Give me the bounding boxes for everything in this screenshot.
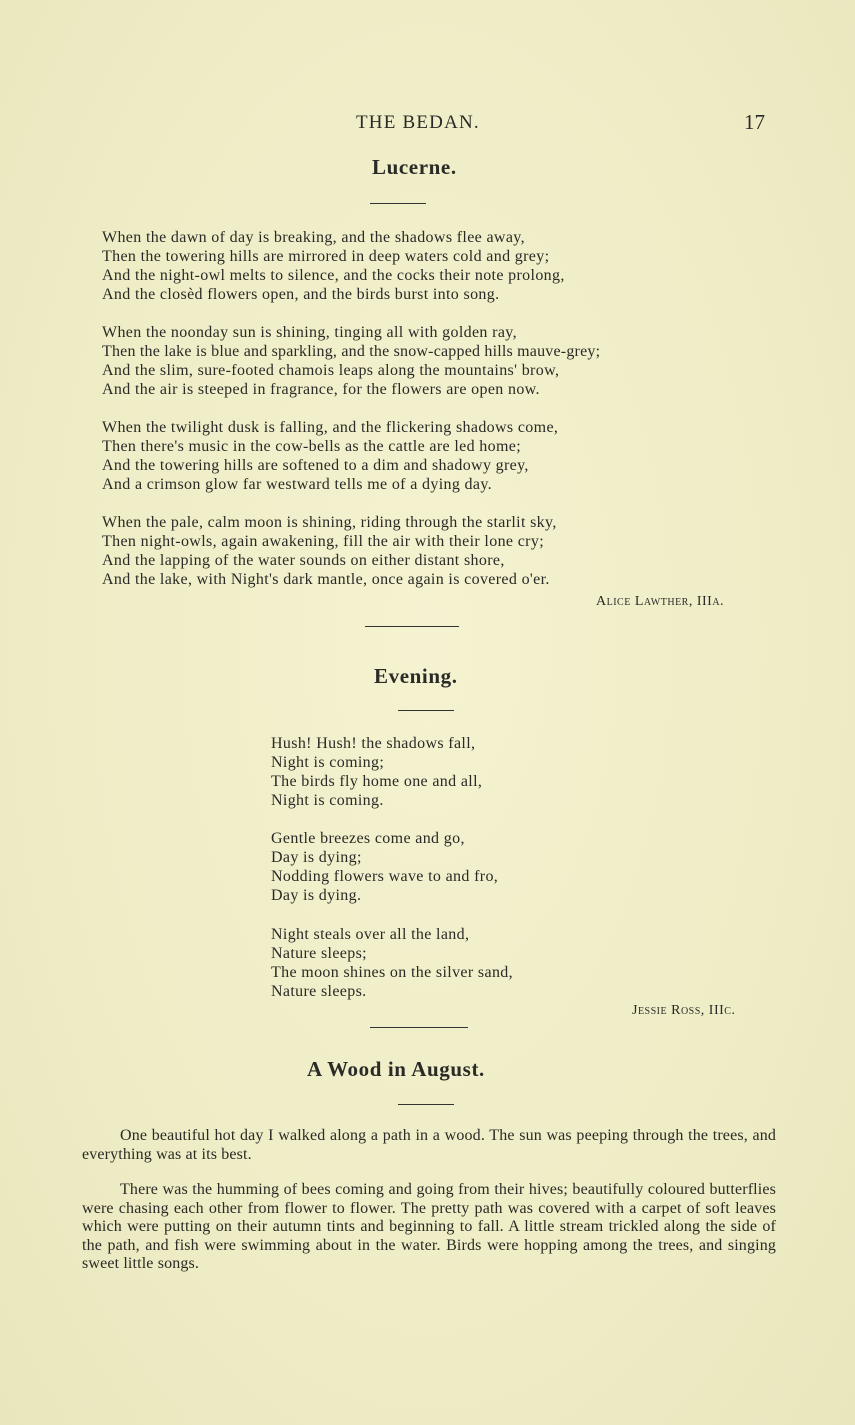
poem-line: And the closèd flowers open, and the birds burst into song. [102,286,500,303]
essay-paragraph [82,1181,776,1274]
poem-line: And the lake, with Night's dark mantle, once again is covered o'er. [102,571,550,588]
poem-line: When the twilight dusk is falling, and the flickering shadows come, [102,419,559,436]
poem-line: Night is coming; [271,754,385,771]
paragraph-text: One beautiful hot day I walked along a path in a wood. The sun was peeping through the trees, and everything was at its best. [82,1127,776,1163]
essay-paragraph [82,1127,776,1164]
poem-line: When the dawn of day is breaking, and the shadows flee away, [102,229,525,246]
poem-line: Night is coming. [271,792,384,809]
poem-line: The moon shines on the silver sand, [271,964,513,981]
poem-title-evening: Evening. [374,664,458,688]
poem-line: Hush! Hush! the shadows fall, [271,735,476,752]
poem-line: Day is dying. [271,887,362,904]
section-rule [370,1027,468,1028]
poem-title-lucerne: Lucerne. [372,155,457,179]
running-title: THE BEDAN. [356,112,480,133]
poem-line: And the night-owl melts to silence, and the cocks their note prolong, [102,267,565,284]
essay-title: A Wood in August. [307,1057,485,1081]
poem-line: Night steals over all the land, [271,926,470,943]
poem-line: Nodding flowers wave to and fro, [271,868,499,885]
poem-line: The birds fly home one and all, [271,773,483,790]
poem-line: When the pale, calm moon is shining, riding through the starlit sky, [102,514,557,531]
poem-line: Day is dying; [271,849,362,866]
poem-line: And the towering hills are softened to a dim and shadowy grey, [102,457,529,474]
poem-line: And a crimson glow far westward tells me of a dying day. [102,476,493,493]
poem-line: Then the lake is blue and sparkling, and the snow-capped hills mauve-grey; [102,343,601,360]
poem-line: Nature sleeps; [271,945,367,962]
paragraph-text: There was the humming of bees coming and going from their hives; beautifully coloured butterflies were chasing each other from flower to flower. The pretty path was covered with a carpet of soft leaves which were putting on their autumn tints and beginning to fall. A little stream trickled along the side of the path, and fish were swimming about in the water. Birds were hopping among the trees, and singing sweet little songs. [82,1181,776,1272]
poem-line: Then night-owls, again awakening, fill the air with their lone cry; [102,533,544,550]
poem-line: And the air is steeped in fragrance, for the flowers are open now. [102,381,540,398]
poem-line: When the noonday sun is shining, tinging all with golden ray, [102,324,517,341]
page-number: 17 [744,110,765,134]
poem-line: Gentle breezes come and go, [271,830,465,847]
author-signature: Jessie Ross, IIIc. [632,1003,736,1018]
poem-line: Nature sleeps. [271,983,367,1000]
title-rule [398,1104,454,1105]
poem-line: Then there's music in the cow-bells as the cattle are led home; [102,438,522,455]
title-rule [370,203,426,204]
title-rule [398,710,454,711]
poem-line: Then the towering hills are mirrored in deep waters cold and grey; [102,248,550,265]
author-signature: Alice Lawther, IIIa. [596,594,725,609]
poem-line: And the lapping of the water sounds on either distant shore, [102,552,505,569]
poem-line: And the slim, sure-footed chamois leaps along the mountains' brow, [102,362,560,379]
section-rule [365,626,459,627]
